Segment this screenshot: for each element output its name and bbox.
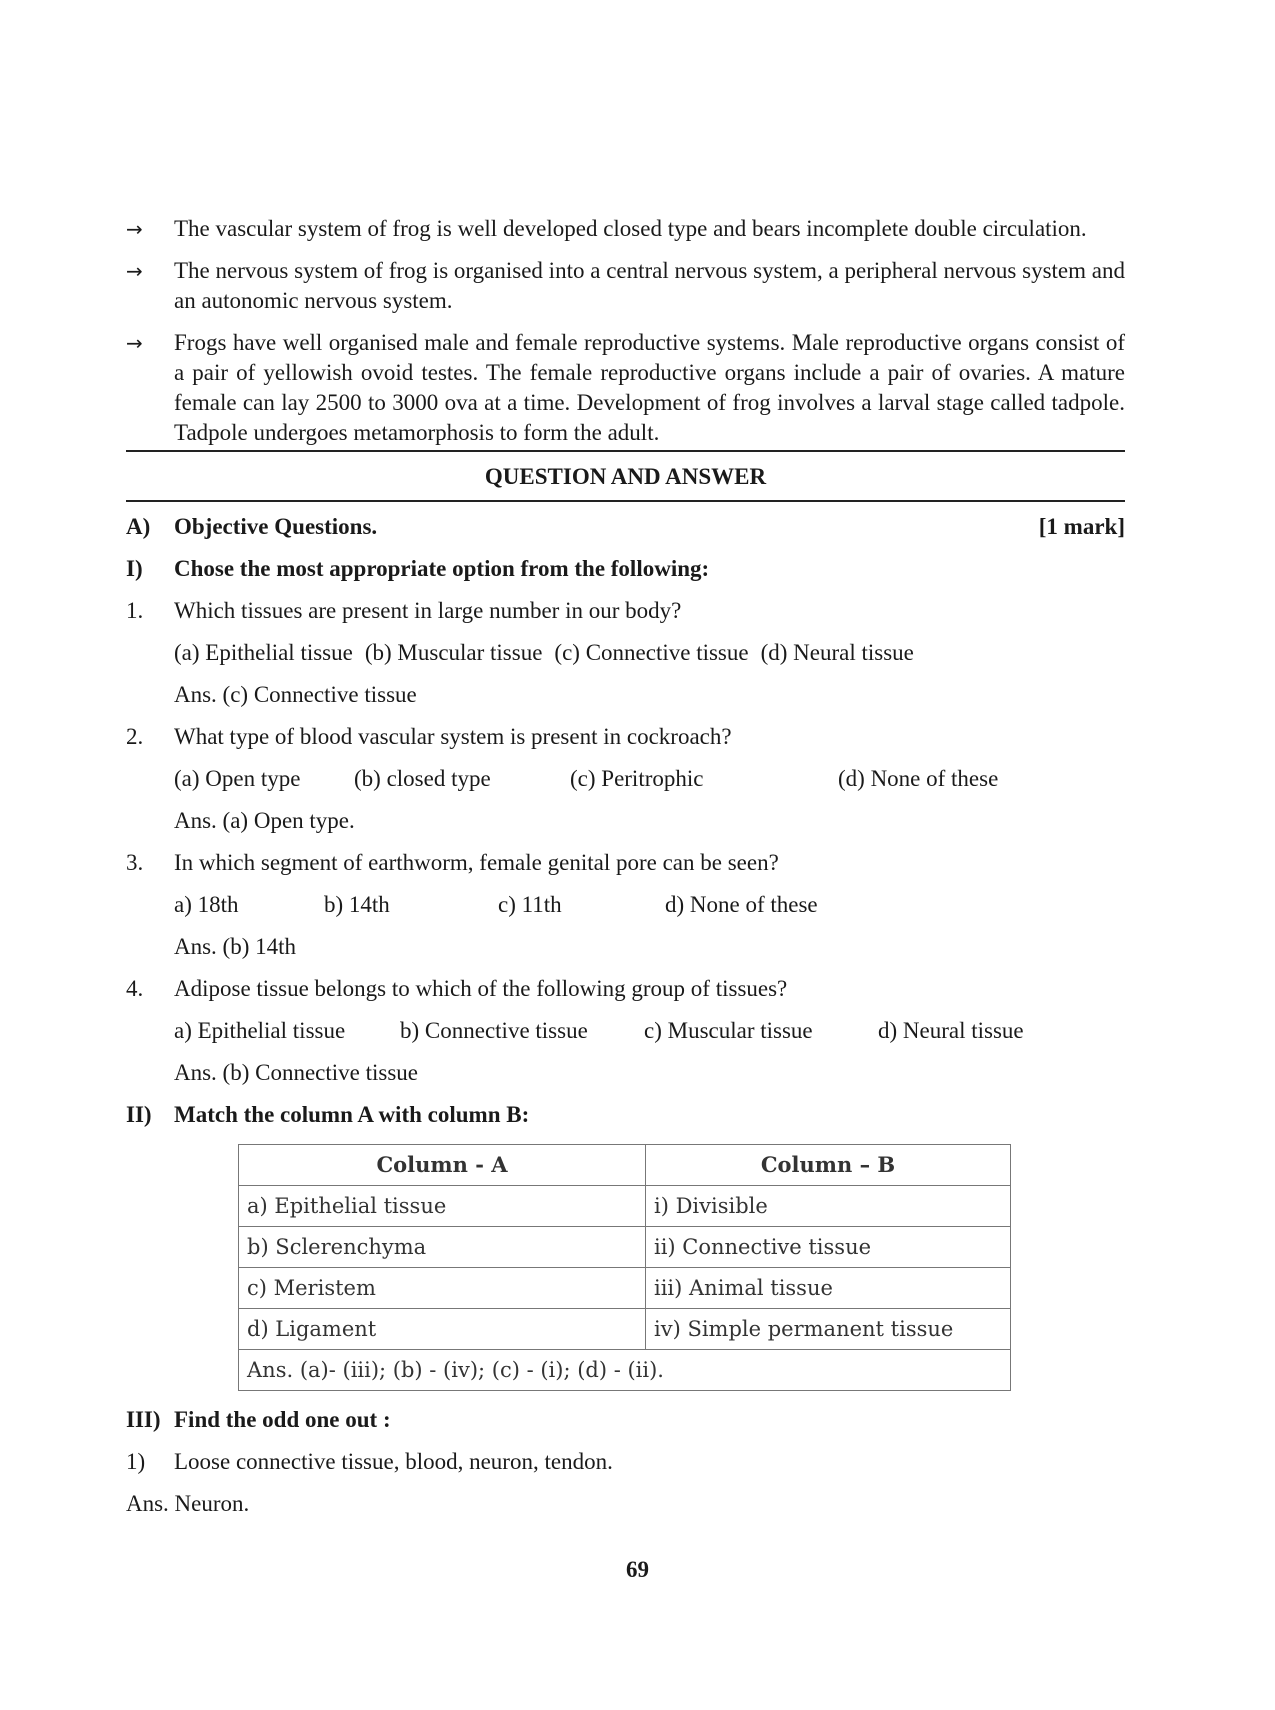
question-text: Adipose tissue belongs to which of the following group of tissues?: [174, 976, 788, 1001]
question-number: 3.: [126, 850, 144, 875]
table-cell: ii) Connective tissue: [646, 1227, 1011, 1268]
table-cell: iv) Simple permanent tissue: [646, 1309, 1011, 1350]
bullet-item: [126, 328, 1125, 448]
question: [126, 1447, 1125, 1477]
bullet-text: The vascular system of frog is well developed closed type and bears incomplete double circulation.: [174, 216, 1087, 241]
option: b) 14th: [324, 892, 390, 917]
answer: Ans. (a) Open type.: [174, 808, 355, 833]
table-answer: Ans. (a)- (iii); (b) - (iv); (c) - (i); (d) - (ii).: [239, 1350, 1011, 1391]
question: [126, 722, 1125, 752]
arrow-icon: →: [126, 217, 143, 241]
option: b) Connective tissue: [400, 1018, 588, 1043]
table-cell: a) Epithelial tissue: [239, 1186, 646, 1227]
section-i-heading: [126, 554, 1125, 584]
option: (a) Epithelial tissue: [174, 640, 353, 665]
bullet-text: The nervous system of frog is organised into a central nervous system, a peripheral nervous system and an autonomic nervous system.: [174, 258, 1125, 313]
table-cell: c) Meristem: [239, 1268, 646, 1309]
question: [126, 848, 1125, 878]
question-options: [126, 1016, 1125, 1046]
bullet-text: Frogs have well organised male and female reproductive systems. Male reproductive organs consist of a pair of yellowish ovoid testes. The female reproductive organs include a pair of ovaries. A mature female can lay 2500 to 3000 ova at a time. Development of frog involves a larval stage called tadpole. Tadpole undergoes metamorphosis to form the adult.: [174, 330, 1125, 445]
question-text: Which tissues are present in large number in our body?: [174, 598, 682, 623]
table-row: [239, 1268, 1011, 1309]
option: c) Muscular tissue: [644, 1018, 813, 1043]
option: (c) Connective tissue: [554, 640, 749, 665]
question-number: 4.: [126, 976, 144, 1001]
section-title: Match the column A with column B:: [174, 1102, 530, 1127]
question-text: Loose connective tissue, blood, neuron, tendon.: [174, 1449, 613, 1474]
section-ii-heading: [126, 1100, 1125, 1130]
section-heading: QUESTION AND ANSWER: [484, 464, 767, 489]
section-label: III): [126, 1407, 161, 1432]
option: d) None of these: [665, 892, 818, 917]
question-options: [126, 764, 1125, 794]
bullet-item: [126, 214, 1125, 244]
option: (d) Neural tissue: [760, 640, 914, 665]
option: a) Epithelial tissue: [174, 1018, 346, 1043]
marks-label: [1 mark]: [1038, 514, 1125, 539]
page-content: [126, 214, 1125, 1519]
divider: [126, 500, 1125, 502]
question: [126, 596, 1125, 626]
section-a-heading: [126, 512, 1125, 542]
section-title: Objective Questions.: [174, 514, 378, 539]
bullet-item: [126, 256, 1125, 316]
option: (b) Muscular tissue: [364, 640, 543, 665]
question-options: [126, 890, 1125, 920]
question-number: 1.: [126, 598, 144, 623]
question-number: 2.: [126, 724, 144, 749]
table-answer-row: [239, 1350, 1011, 1391]
option: (b) closed type: [354, 766, 491, 791]
table-row: [239, 1186, 1011, 1227]
question-text: In which segment of earthworm, female genital pore can be seen?: [174, 850, 779, 875]
question: [126, 974, 1125, 1004]
section-iii-heading: [126, 1405, 1125, 1435]
option: d) Neural tissue: [878, 1018, 1024, 1043]
column-header: Column - A: [239, 1145, 646, 1186]
option: a) 18th: [174, 892, 239, 917]
table-cell: i) Divisible: [646, 1186, 1011, 1227]
option: (d) None of these: [838, 766, 999, 791]
answer: Ans. (b) Connective tissue: [174, 1060, 419, 1085]
answer: Ans. (c) Connective tissue: [174, 682, 417, 707]
arrow-icon: →: [126, 331, 143, 355]
section-label: I): [126, 556, 143, 581]
table-row: [239, 1227, 1011, 1268]
page-number: 69: [626, 1557, 649, 1582]
table-row: [239, 1309, 1011, 1350]
table-cell: d) Ligament: [239, 1309, 646, 1350]
option: c) 11th: [498, 892, 562, 917]
question-number: 1): [126, 1449, 146, 1474]
answer: Ans. Neuron.: [126, 1491, 250, 1516]
question-text: What type of blood vascular system is present in cockroach?: [174, 724, 732, 749]
answer: Ans. (b) 14th: [174, 934, 297, 959]
option: (a) Open type: [174, 766, 301, 791]
section-title: Find the odd one out :: [174, 1407, 391, 1432]
section-label: A): [126, 514, 151, 539]
option: (c) Peritrophic: [570, 766, 704, 791]
section-label: II): [126, 1102, 152, 1127]
question-options: [126, 638, 1125, 668]
match-table: [238, 1144, 1011, 1391]
table-header-row: [239, 1145, 1011, 1186]
arrow-icon: →: [126, 259, 143, 283]
section-title: Chose the most appropriate option from the following:: [174, 556, 710, 581]
column-header: Column – B: [646, 1145, 1011, 1186]
table-cell: iii) Animal tissue: [646, 1268, 1011, 1309]
table-cell: b) Sclerenchyma: [239, 1227, 646, 1268]
